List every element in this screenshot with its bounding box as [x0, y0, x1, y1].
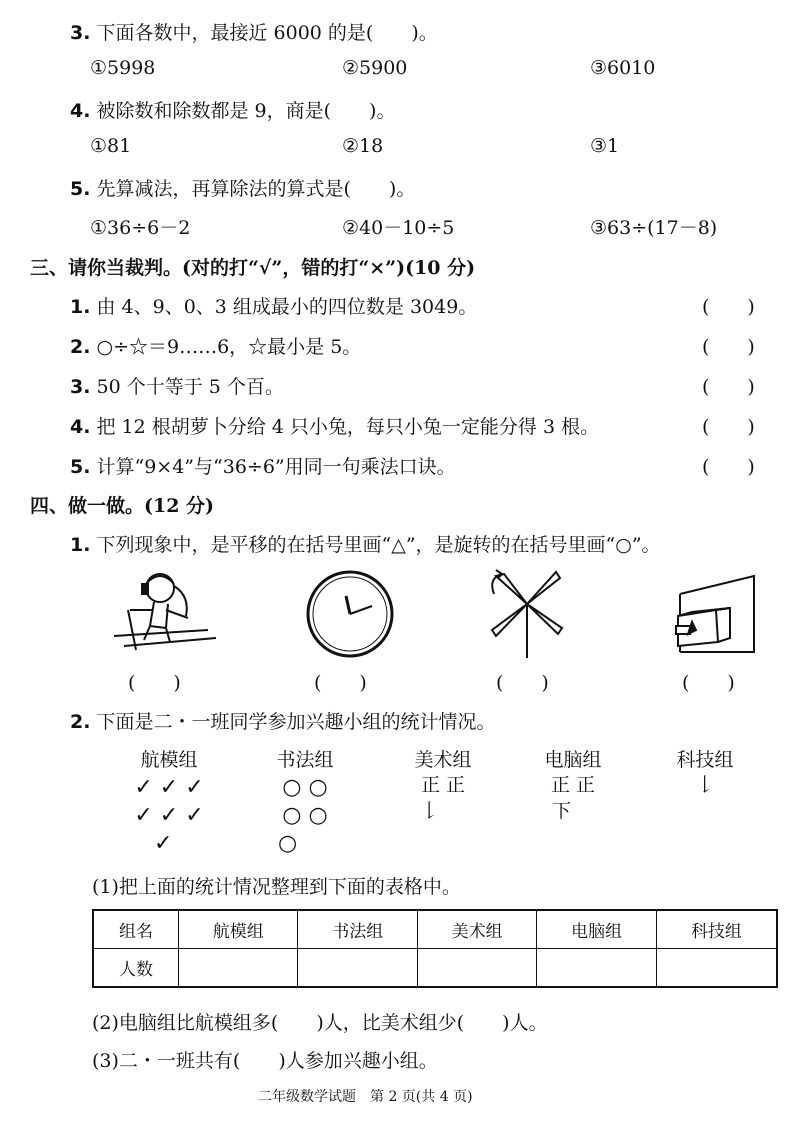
- table-answer-cell[interactable]: [298, 949, 417, 988]
- section-3-title: 三、请你当裁判。(对的打“√”，错的打“×”)(10 分): [30, 257, 476, 279]
- group-name-art: 美术组: [414, 749, 472, 771]
- question-3: 3. 下面各数中，最接近 6000 的是( )。: [70, 22, 438, 44]
- statistics-table: [92, 909, 778, 988]
- picture-answer-4[interactable]: ( ): [682, 672, 735, 694]
- pinwheel-picture: [482, 564, 572, 660]
- judge-item-3: 3. 50 个十等于 5 个百。: [70, 376, 284, 398]
- judge-item-4: 4. 把 12 根胡萝卜分给 4 只小兔，每只小兔一定能分得 3 根。: [70, 416, 600, 438]
- q4-option-3: ③1: [590, 135, 620, 157]
- judge-answer-2[interactable]: ( ): [702, 336, 755, 358]
- section-4-title: 四、做一做。(12 分): [30, 495, 215, 517]
- table-answer-cell[interactable]: [179, 949, 298, 988]
- question-4: 4. 被除数和除数都是 9，商是( )。: [70, 100, 396, 122]
- group-name-aviation: 航模组: [140, 749, 198, 771]
- group-name-calligraphy: 书法组: [276, 749, 334, 771]
- clock-picture: [302, 566, 398, 662]
- tally-art: 正 正 𠄌: [420, 774, 466, 822]
- q3-option-2: ②5900: [342, 57, 408, 79]
- table-answer-cell[interactable]: [417, 949, 536, 988]
- group-name-computer: 电脑组: [544, 749, 602, 771]
- tally-computer: 正 正 下: [550, 774, 596, 822]
- s4-question-2: 2. 下面是二・一班同学参加兴趣小组的统计情况。: [70, 711, 496, 733]
- table-header-row: [93, 910, 777, 949]
- question-4-text: 被除数和除数都是 9，商是( )。: [96, 100, 396, 122]
- table-row-label: 人数: [93, 949, 179, 988]
- question-5-text: 先算减法，再算除法的算式是( )。: [96, 178, 416, 200]
- question-5: 5. 先算减法，再算除法的算式是( )。: [70, 178, 416, 200]
- table-header-cell: 电脑组: [537, 910, 656, 949]
- judge-answer-3[interactable]: ( ): [702, 376, 755, 398]
- tally-technology: 𠄌: [695, 774, 715, 796]
- skier-picture: [108, 566, 220, 658]
- question-3-text: 下面各数中，最接近 6000 的是( )。: [96, 22, 438, 44]
- group-name-technology: 科技组: [676, 749, 734, 771]
- table-answer-cell[interactable]: [537, 949, 656, 988]
- tally-aviation: ✓ ✓ ✓ ✓ ✓ ✓ ✓: [134, 775, 204, 856]
- table-header-cell: 书法组: [298, 910, 417, 949]
- judge-item-5: 5. 计算“9×4”与“36÷6”用同一句乘法口诀。: [70, 456, 456, 478]
- table-header-cell: 科技组: [656, 910, 777, 949]
- skier-head: [146, 574, 174, 602]
- judge-answer-5[interactable]: ( ): [702, 456, 755, 478]
- tally-calligraphy: ○ ○ ○ ○ ○: [278, 775, 328, 856]
- table-header-cell: 美术组: [417, 910, 536, 949]
- table-header-cell: 航模组: [179, 910, 298, 949]
- judge-answer-1[interactable]: ( ): [702, 296, 755, 318]
- q5-option-2: ②40－10÷5: [342, 217, 455, 239]
- table-row: [93, 949, 777, 988]
- picture-answer-3[interactable]: ( ): [496, 672, 549, 694]
- q3-option-3: ③6010: [590, 57, 656, 79]
- sub-question-3: (3)二・一班共有( )人参加兴趣小组。: [92, 1050, 438, 1072]
- picture-answer-1[interactable]: ( ): [128, 672, 181, 694]
- q3-option-1: ①5998: [90, 57, 156, 79]
- table-header-cell: 组名: [93, 910, 179, 949]
- q5-option-1: ①36÷6－2: [90, 217, 191, 239]
- q4-option-1: ①81: [90, 135, 132, 157]
- s4-question-1: 1. 下列现象中，是平移的在括号里画“△”，是旋转的在括号里画“○”。: [70, 534, 661, 556]
- sub-question-1: (1)把上面的统计情况整理到下面的表格中。: [92, 876, 461, 898]
- table-answer-cell[interactable]: [656, 949, 777, 988]
- sub-question-2: (2)电脑组比航模组多( )人，比美术组少( )人。: [92, 1012, 548, 1034]
- picture-answer-2[interactable]: ( ): [314, 672, 367, 694]
- judge-answer-4[interactable]: ( ): [702, 416, 755, 438]
- q4-option-2: ②18: [342, 135, 384, 157]
- q5-option-3: ③63÷(17－8): [590, 217, 718, 239]
- page-footer: 二年级数学试题 第 2 页(共 4 页): [258, 1089, 473, 1105]
- drawer-picture: [672, 572, 762, 656]
- judge-item-2: 2. ○÷☆＝9……6，☆最小是 5。: [70, 336, 362, 358]
- judge-item-1: 1. 由 4、9、0、3 组成最小的四位数是 3049。: [70, 296, 478, 318]
